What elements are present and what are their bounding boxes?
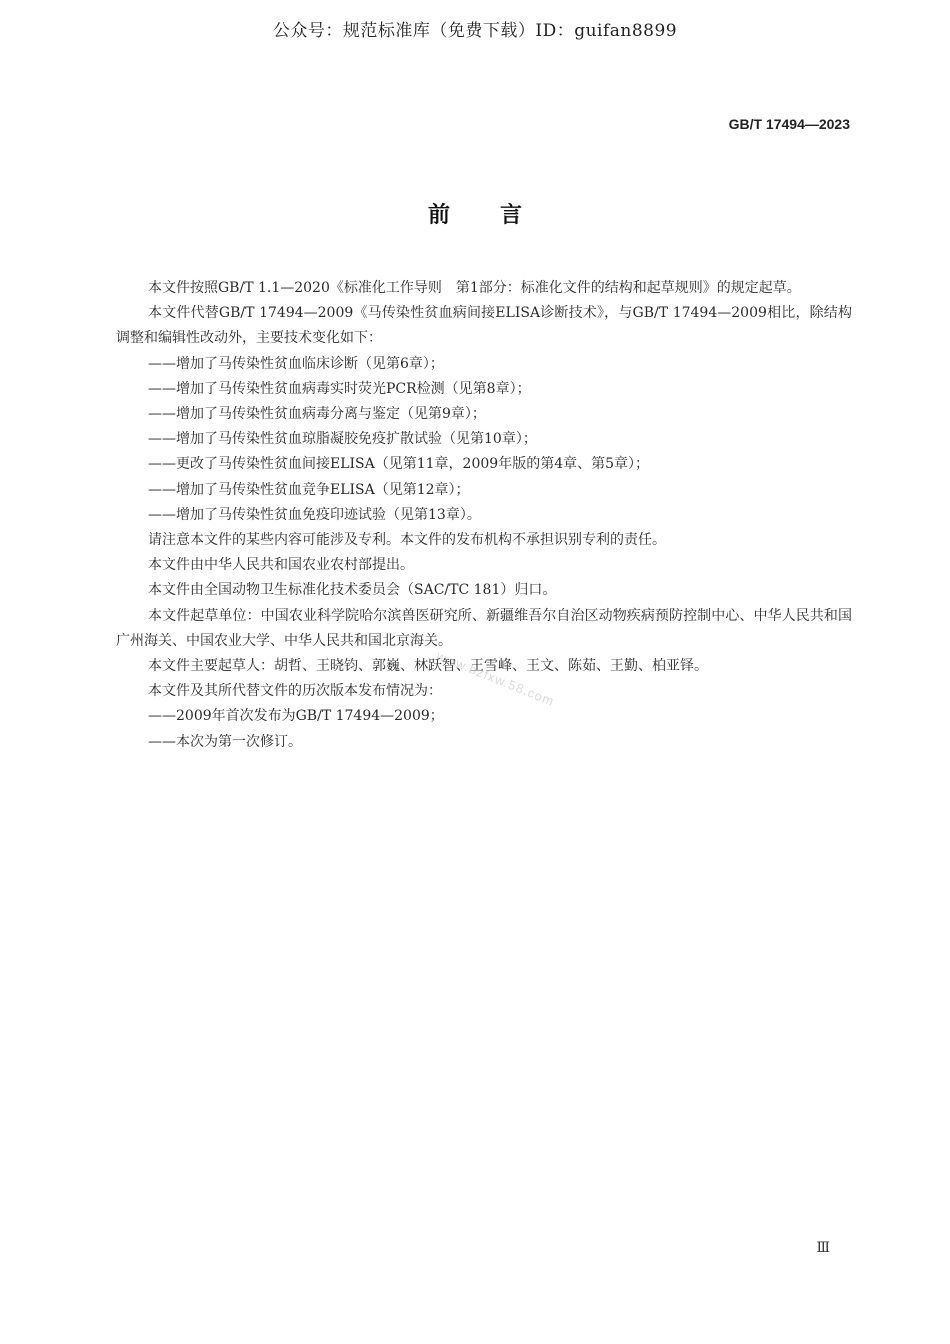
foreword-body	[116, 276, 852, 755]
page-number: Ⅲ	[816, 1241, 830, 1256]
change-item: ——增加了马传染性贫血临床诊断（见第6章）；	[148, 355, 444, 372]
version-item: ——本次为第一次修订。	[148, 733, 302, 750]
paragraph-version-history: 本文件及其所代替文件的历次版本发布情况为：	[148, 683, 442, 700]
change-item: ——增加了马传染性贫血琼脂凝胶免疫扩散试验（见第10章）；	[148, 431, 537, 448]
change-item: ——更改了马传染性贫血间接ELISA（见第11章，2009年版的第4章、第5章）；	[148, 456, 650, 473]
change-item: ——增加了马传染性贫血病毒分离与鉴定（见第9章）；	[148, 406, 486, 423]
watermark: www.bzfxw.58.com	[434, 648, 557, 710]
paragraph-drafting-rules: 本文件按照GB/T 1.1—2020《标准化工作导则 第1部分：标准化文件的结构和起草规则》的规定起草。	[148, 280, 801, 296]
paragraph-drafters: 本文件主要起草人：胡哲、王晓钧、郭巍、林跃智、王雪峰、王文、陈茹、王勤、柏亚铎。	[148, 658, 708, 675]
paragraph-proposer: 本文件由中华人民共和国农业农村部提出。	[148, 557, 414, 574]
change-item: ——增加了马传染性贫血免疫印迹试验（见第13章）。	[148, 506, 481, 523]
change-item: ——增加了马传染性贫血竞争ELISA（见第12章）；	[148, 481, 470, 498]
paragraph-drafting-units: 本文件起草单位：中国农业科学院哈尔滨兽医研究所、新疆维吾尔自治区动物疾病预防控制中心、中华人民共和国广州海关、中国农业大学、中华人民共和国北京海关。	[116, 607, 852, 649]
paragraph-committee: 本文件由全国动物卫生标准化技术委员会（SAC/TC 181）归口。	[148, 582, 557, 599]
standard-number: GB/T 17494—2023	[728, 116, 850, 132]
page-title: 前言	[427, 202, 572, 228]
change-item: ——增加了马传染性贫血病毒实时荧光PCR检测（见第8章）；	[148, 380, 531, 397]
version-item: ——2009年首次发布为GB/T 17494—2009；	[148, 708, 444, 725]
paragraph-patent-notice: 请注意本文件的某些内容可能涉及专利。本文件的发布机构不承担识别专利的责任。	[148, 532, 666, 549]
source-banner: 公众号：规范标准库（免费下载）ID：guifan8899	[272, 21, 678, 41]
paragraph-replacement: 本文件代替GB/T 17494—2009《马传染性贫血病间接ELISA诊断技术》，与GB/T 17494—2009相比，除结构调整和编辑性改动外，主要技术变化如下：	[116, 305, 852, 347]
